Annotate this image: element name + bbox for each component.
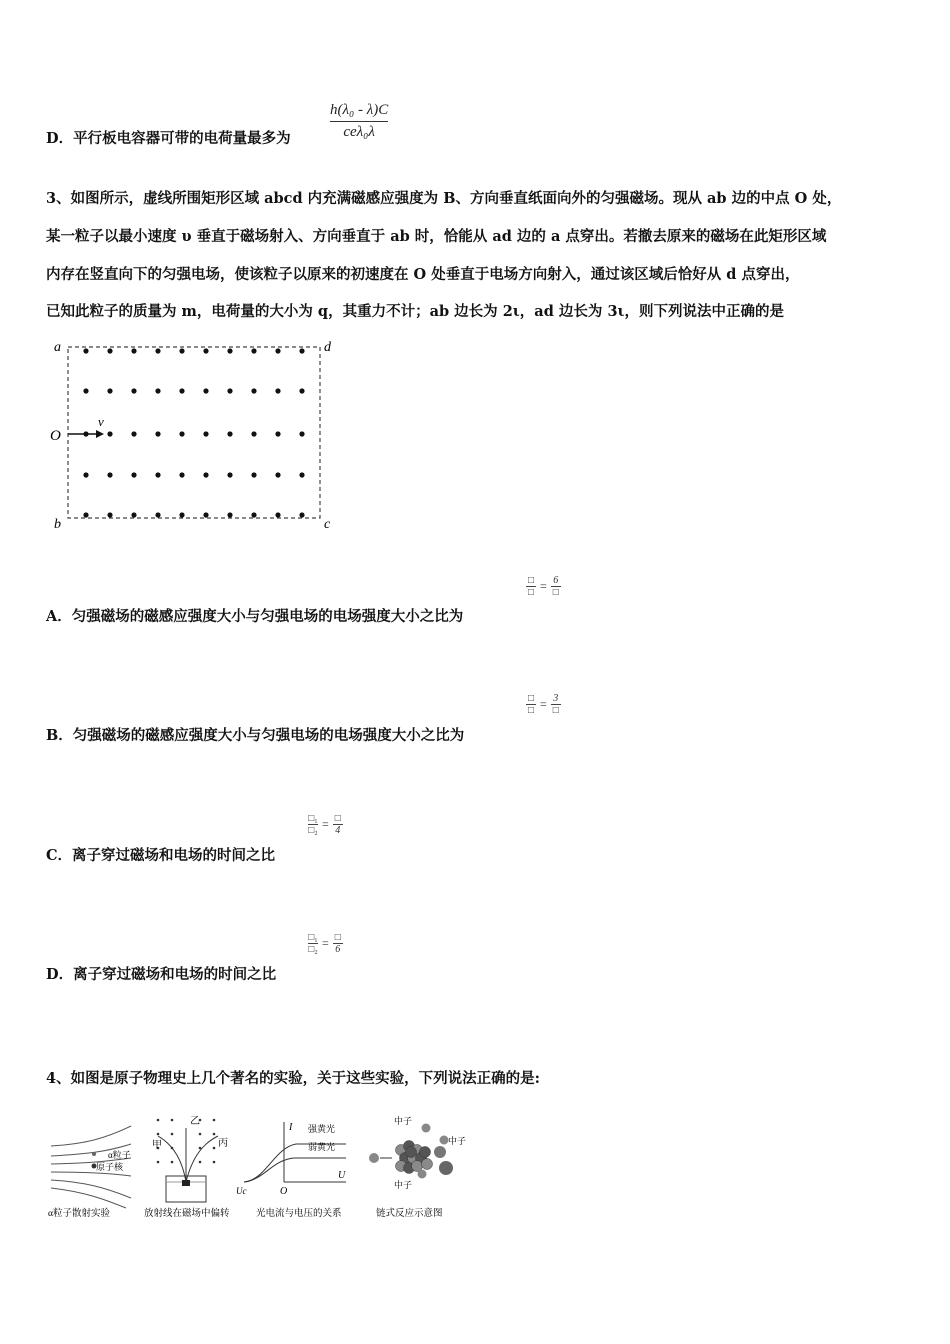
axis-u-label: U — [338, 1170, 346, 1181]
q3-stem-line-4: 已知此粒子的质量为 m，电荷量的大小为 q，其重力不计；ab 边长为 2ι，ad 边长为 3ι，则下列说法中正确的是 — [46, 303, 785, 320]
field-dot — [107, 388, 112, 393]
neutron-label-2: 中子 — [448, 1136, 467, 1146]
field-dot — [131, 431, 136, 436]
formula-numerator: h(λ₀ - λ)C — [330, 102, 389, 118]
field-dot — [199, 1147, 202, 1150]
field-dot — [199, 1133, 202, 1136]
field-dot — [203, 512, 208, 517]
field-dot — [275, 348, 280, 353]
field-dot — [157, 1119, 160, 1122]
fraction-bar — [330, 121, 388, 122]
field-dot — [251, 431, 256, 436]
radiation-caption: 放射线在磁场中偏转 — [144, 1209, 230, 1219]
field-dot — [171, 1133, 174, 1136]
field-dot — [275, 472, 280, 477]
option-d-formula: □₁ □₂ = □ 6 — [308, 932, 341, 955]
field-dot — [155, 348, 160, 353]
field-dot — [203, 348, 208, 353]
field-dot — [251, 512, 256, 517]
field-dot — [171, 1161, 174, 1164]
field-dot — [107, 472, 112, 477]
alpha-particle-label: α粒子 — [108, 1150, 131, 1160]
field-dot — [299, 472, 304, 477]
q3-option-b: B．匀强磁场的磁感应强度大小与匀强电场的电场强度大小之比为 — [46, 727, 465, 744]
field-dot — [213, 1119, 216, 1122]
formula-denominator: ceλ₀λ — [343, 124, 375, 140]
alpha-caption: α粒子散射实验 — [48, 1209, 110, 1219]
field-dot — [213, 1147, 216, 1150]
velocity-arrowhead — [96, 430, 104, 438]
origin-label: O — [280, 1186, 288, 1197]
photoelectric-caption: 光电流与电压的关系 — [256, 1209, 342, 1219]
option-c-formula: □₁ □₂ = □ 4 — [308, 813, 341, 836]
field-dot — [251, 472, 256, 477]
q3-stem-line-1: 3、如图所示，虚线所围矩形区域 abcd 内充满磁感应强度为 B、方向垂直纸面向外的匀强磁场。现从 ab 边的中点 O 处， — [46, 190, 842, 207]
field-dot — [213, 1133, 216, 1136]
field-dot — [157, 1133, 160, 1136]
field-dot — [131, 472, 136, 477]
field-dot — [227, 512, 232, 517]
chain-caption: 链式反应示意图 — [376, 1209, 443, 1219]
axis-i-label: I — [289, 1122, 293, 1133]
photoelectric-panel — [236, 1122, 346, 1219]
field-dot — [199, 1161, 202, 1164]
field-dot — [203, 472, 208, 477]
field-dot — [227, 348, 232, 353]
field-dot — [299, 388, 304, 393]
field-dot — [179, 472, 184, 477]
field-dot — [83, 348, 88, 353]
option-a-formula: □ □ = 6 □ — [527, 575, 559, 598]
field-dot — [299, 512, 304, 517]
radiation-panel — [144, 1115, 230, 1219]
field-dot — [179, 388, 184, 393]
field-dot — [251, 348, 256, 353]
velocity-label: v — [98, 414, 104, 429]
field-dot — [83, 512, 88, 517]
field-dot — [275, 388, 280, 393]
field-dot — [83, 388, 88, 393]
field-dot — [107, 348, 112, 353]
field-dot — [213, 1161, 216, 1164]
field-dot — [155, 512, 160, 517]
field-dot — [227, 472, 232, 477]
option-b-formula: □ □ = 3 □ — [527, 693, 559, 716]
field-dot — [275, 431, 280, 436]
field-dot — [251, 388, 256, 393]
field-dot — [179, 512, 184, 517]
field-dot — [203, 388, 208, 393]
nucleus-label: 原子核 — [96, 1162, 124, 1172]
corner-d-label: d — [324, 340, 331, 355]
field-dot — [299, 348, 304, 353]
q3-option-d: D．离子穿过磁场和电场的时间之比 — [46, 966, 277, 983]
corner-a-label: a — [54, 340, 61, 355]
field-dot — [171, 1119, 174, 1122]
label-bing: 丙 — [218, 1138, 228, 1149]
field-dot — [155, 388, 160, 393]
field-dot — [131, 512, 136, 517]
uc-label: Uc — [236, 1186, 247, 1196]
q4-experiments-figure — [46, 1108, 476, 1220]
label-yi: 乙 — [190, 1116, 200, 1127]
q3-option-c: C．离子穿过磁场和电场的时间之比 — [46, 847, 276, 864]
corner-c-label: c — [324, 517, 331, 532]
field-dot — [179, 348, 184, 353]
field-dot — [83, 472, 88, 477]
field-dot — [155, 472, 160, 477]
chain-reaction-panel — [369, 1115, 466, 1219]
field-dot — [227, 388, 232, 393]
alpha-scattering-panel — [48, 1126, 131, 1219]
field-dot — [107, 512, 112, 517]
field-dot — [203, 431, 208, 436]
q3-option-a: A．匀强磁场的磁感应强度大小与匀强电场的电场强度大小之比为 — [46, 608, 464, 625]
weak-light-label: 弱黄光 — [308, 1142, 336, 1152]
strong-light-label: 强黄光 — [308, 1124, 336, 1134]
dashed-rectangle — [68, 347, 320, 518]
label-jia: 甲 — [152, 1140, 162, 1151]
nucleon — [420, 1147, 431, 1158]
q3-stem-line-3: 内存在竖直向下的匀强电场，使该粒子以原来的初速度在 O 处垂直于电场方向射入，通过该区域后恰好从 d 点穿出， — [46, 266, 800, 283]
nucleon — [406, 1147, 417, 1158]
origin-label: O — [50, 428, 61, 444]
neutron-label-1: 中子 — [394, 1116, 413, 1126]
neutron-label-3: 中子 — [394, 1180, 413, 1190]
field-dot — [157, 1161, 160, 1164]
corner-b-label: b — [54, 517, 61, 532]
field-dot — [179, 431, 184, 436]
magnetic-field-dots — [83, 348, 304, 517]
q2-option-d: D．平行板电容器可带的电荷量最多为 — [46, 130, 291, 147]
field-dot — [299, 431, 304, 436]
field-dot — [131, 388, 136, 393]
field-dot — [275, 512, 280, 517]
field-dot — [107, 431, 112, 436]
field-dot — [155, 431, 160, 436]
nucleon — [422, 1159, 433, 1170]
field-dot — [227, 431, 232, 436]
field-dot — [131, 348, 136, 353]
q2-option-d-formula — [330, 102, 388, 141]
q3-stem-line-2: 某一粒子以最小速度 υ 垂直于磁场射入、方向垂直于 ab 时，恰能从 ad 边的 a 点穿出。若撤去原来的磁场在此矩形区域 — [46, 228, 827, 245]
q3-field-diagram — [46, 334, 346, 534]
q4-stem: 4、如图是原子物理史上几个著名的实验，关于这些实验，下列说法正确的是: — [46, 1070, 540, 1087]
